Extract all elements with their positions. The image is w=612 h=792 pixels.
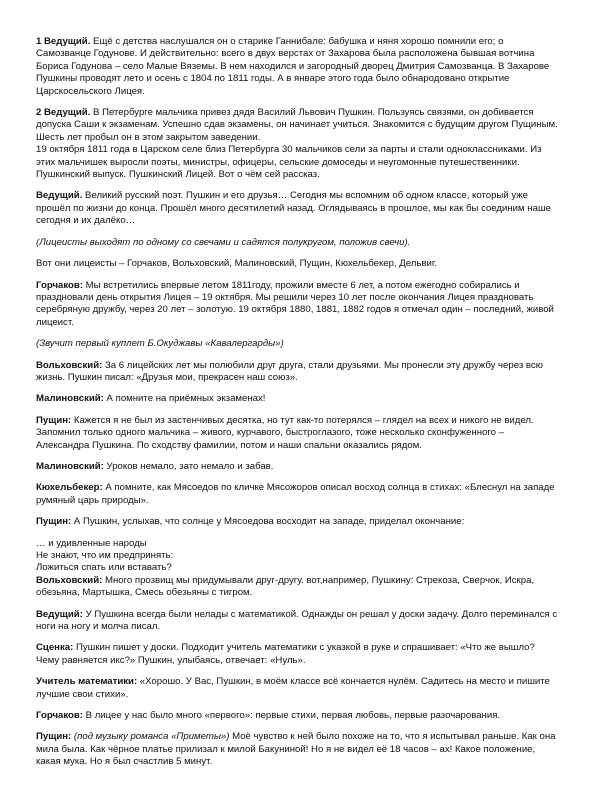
paragraph-17 [36,642,558,667]
poem-line: … и удивленные народы [36,537,147,549]
paragraph-19 [36,710,558,722]
speaker-label: Малиновский: [36,460,104,472]
stage-direction-inline: (под музыку романса «Приметы») [71,731,230,743]
speaker-label: Горчаков: [36,710,83,722]
paragraph-text: Ещё с детства наслушался он о старике Ганнибале: бабушка и няня хорошо помнили его; о Самозванце Годунове. И действительно: всего в двух верстах от Захарова была расположена бывшая вотчина Бориса Годунова – село Малые Вяземы. В нем находился и загородный дворец Дмитрия Самозванца. В Захарове Пушкины проводят лето и осень с 1804 по 1811 годы. А в январе этого года было обнародовано открытие Царскосельского Лицея. [36,36,550,97]
paragraph-8 [36,360,558,385]
paragraph-text: У Пушкина всегда были нелады с математикой. Однажды он решал у доски задачу. Долго переминался с ноги на ногу и молча писал. [36,608,558,633]
speaker-label: Вольховский: [36,574,103,586]
poem-line: Не знают, что им предпринять: [36,550,174,561]
speaker-label: Пущин: [36,516,72,528]
paragraph-text: А помните на приёмных экзаменах! [103,393,266,405]
paragraph-text: Вот они лицеисты – Горчаков, Вольховский, Малиновский, Пущин, Кюхельбекер, Дельвиг. [36,258,437,270]
stage-direction: (Лицеисты выходят по одному со свечами и садятся полукругом, положив свечи). [36,236,411,248]
speaker-label: Пущин: [36,731,72,743]
speaker-label: Пущин: [36,414,72,426]
paragraph-12 [36,482,558,507]
speaker-label: Ведущий: [36,608,83,620]
speaker-label: Вольховский: [36,359,103,371]
paragraph-text: В лицее у нас было много «первого»: первые стихи, первая любовь, первые разочарования. [82,710,501,722]
paragraph-text: Мы встретились впервые летом 1811году, прожили вместе 6 лет, а потом ежегодно собирались и праздновали день открытия Лицея – 19 октября. Мы решили через 10 лет после окончания Лицея праздновать серебряную дружбу, через 20 лет – золотую. 19 октября 1880, 1881, 1882 годов я отмечал один – последний, живой лицеист. [36,279,554,328]
paragraph-6 [36,280,558,330]
paragraph-18 [36,676,558,701]
paragraph-text: За 6 лицейских лет мы полюбили друг друга, стали друзьями. Мы пронесли эту дружбу через всю жизнь. Пушкин писал: «Друзья мои, прекрасен наш союз». [36,359,543,383]
speaker-label: 2 Ведущий. [36,107,91,119]
paragraph-text: Великий русский поэт. Пушкин и его друзья… Сегодня мы вспомним об одном классе, который уже прошёл по жизни до конца. Прошёл много десятилетий назад. Оглядываясь в прошлое, мы как бы соединим наше сегодня и их далёко… [36,190,551,227]
paragraph-2 [36,107,558,181]
poem-line: Ложиться спать или вставать? [36,562,172,574]
paragraph-text: А Пушкин, услыхав, что солнце у Мясоедова восходит на западе, приделал окончание: [71,516,465,528]
speaker-label: Учитель математики: [36,676,138,688]
speaker-label: 1 Ведущий. [36,36,91,47]
paragraph-9 [36,393,558,405]
paragraph-text: Пушкин пишет у доски. Подходит учитель математики с указкой в руке и спрашивает: «Что же вышло? Чему равняется икс?» Пушкин, улыбаясь, отвечает: «Нуль». [36,642,535,666]
paragraph-text: Кажется я не был из застенчивых десятка, но тут как-то потерялся – глядел на всех и никого не видел. Запомнил только одного мальчика – живого, курчавого, быстроглазого, тоже несколько сконфуженного – Александра Пушкина. По сходству фамилии, потом и наши спальни оказались рядом. [36,414,534,451]
speaker-label: Ведущий. [36,190,83,202]
stage-direction: (Звучит первый куплет Б.Окуджавы «Кавалергарды») [36,338,284,350]
paragraph-3 [36,190,558,227]
paragraph-text: Моё чувство к ней было похоже на то, что я испытывал раньше. Как она мила была. Как чёрное платье прилизал к милой Бакуниной! Но я не видел её 18 часов – ах! Какое положение, какая мука. Но я был счастлив 5 минут. [36,731,556,768]
paragraph-text: «Хорошо. У Вас, Пушкин, в моём классе всё кончается нулём. Садитесь на место и пишите лучшие свои стихи». [36,676,550,700]
paragraph-text: Много прозвищ мы придумывали друг-другу. вот,например, Пушкину: Стрекоза, Сверчок, Искра, обезьяна, Мартышка, Смесь обезьяны с тигром. [36,574,535,599]
speaker-label: Кюхельбекер: [36,482,103,494]
paragraph-text: А помните, как Мясоедов по кличке Мясожоров описал восход солнца в стихах: «Блеснул на западе румяный царь природы». [36,482,555,506]
paragraph-15 [36,575,558,600]
speaker-label: Малиновский: [36,393,104,405]
paragraph-1 [36,36,558,98]
speaker-label: Сценка: [36,642,74,654]
paragraph-20 [36,731,558,768]
paragraph-16 [36,609,558,634]
paragraph-line: 19 октября 1811 года в Царском селе близ Петербурга 30 мальчиков сели за парты и стали одноклассниками. Из этих мальчишек выросли поэты, министры, офицеры, сельские домоседы и неугомонные путешественники. Пушкинский выпуск. Пушкинский Лицей. Вот о чём сей рассказ. [36,144,542,181]
paragraph-11 [36,461,558,473]
paragraph-text: В Петербурге мальчика привез дядя Василий Львович Пушкин. Пользуясь связями, он добивается допуска Саши к экзаменам. Успешно сдав экзамены, он начинает учиться. Знакомится с будущим другом Пущиным. Шесть лет пробыл он в этом закрытом заведении. [36,107,558,143]
paragraph-13 [36,516,558,528]
speaker-label: Горчаков: [36,279,83,291]
paragraph-10 [36,415,558,452]
poem-verse [36,538,558,575]
paragraph-text: Уроков немало, зато немало и забав. [103,460,274,472]
